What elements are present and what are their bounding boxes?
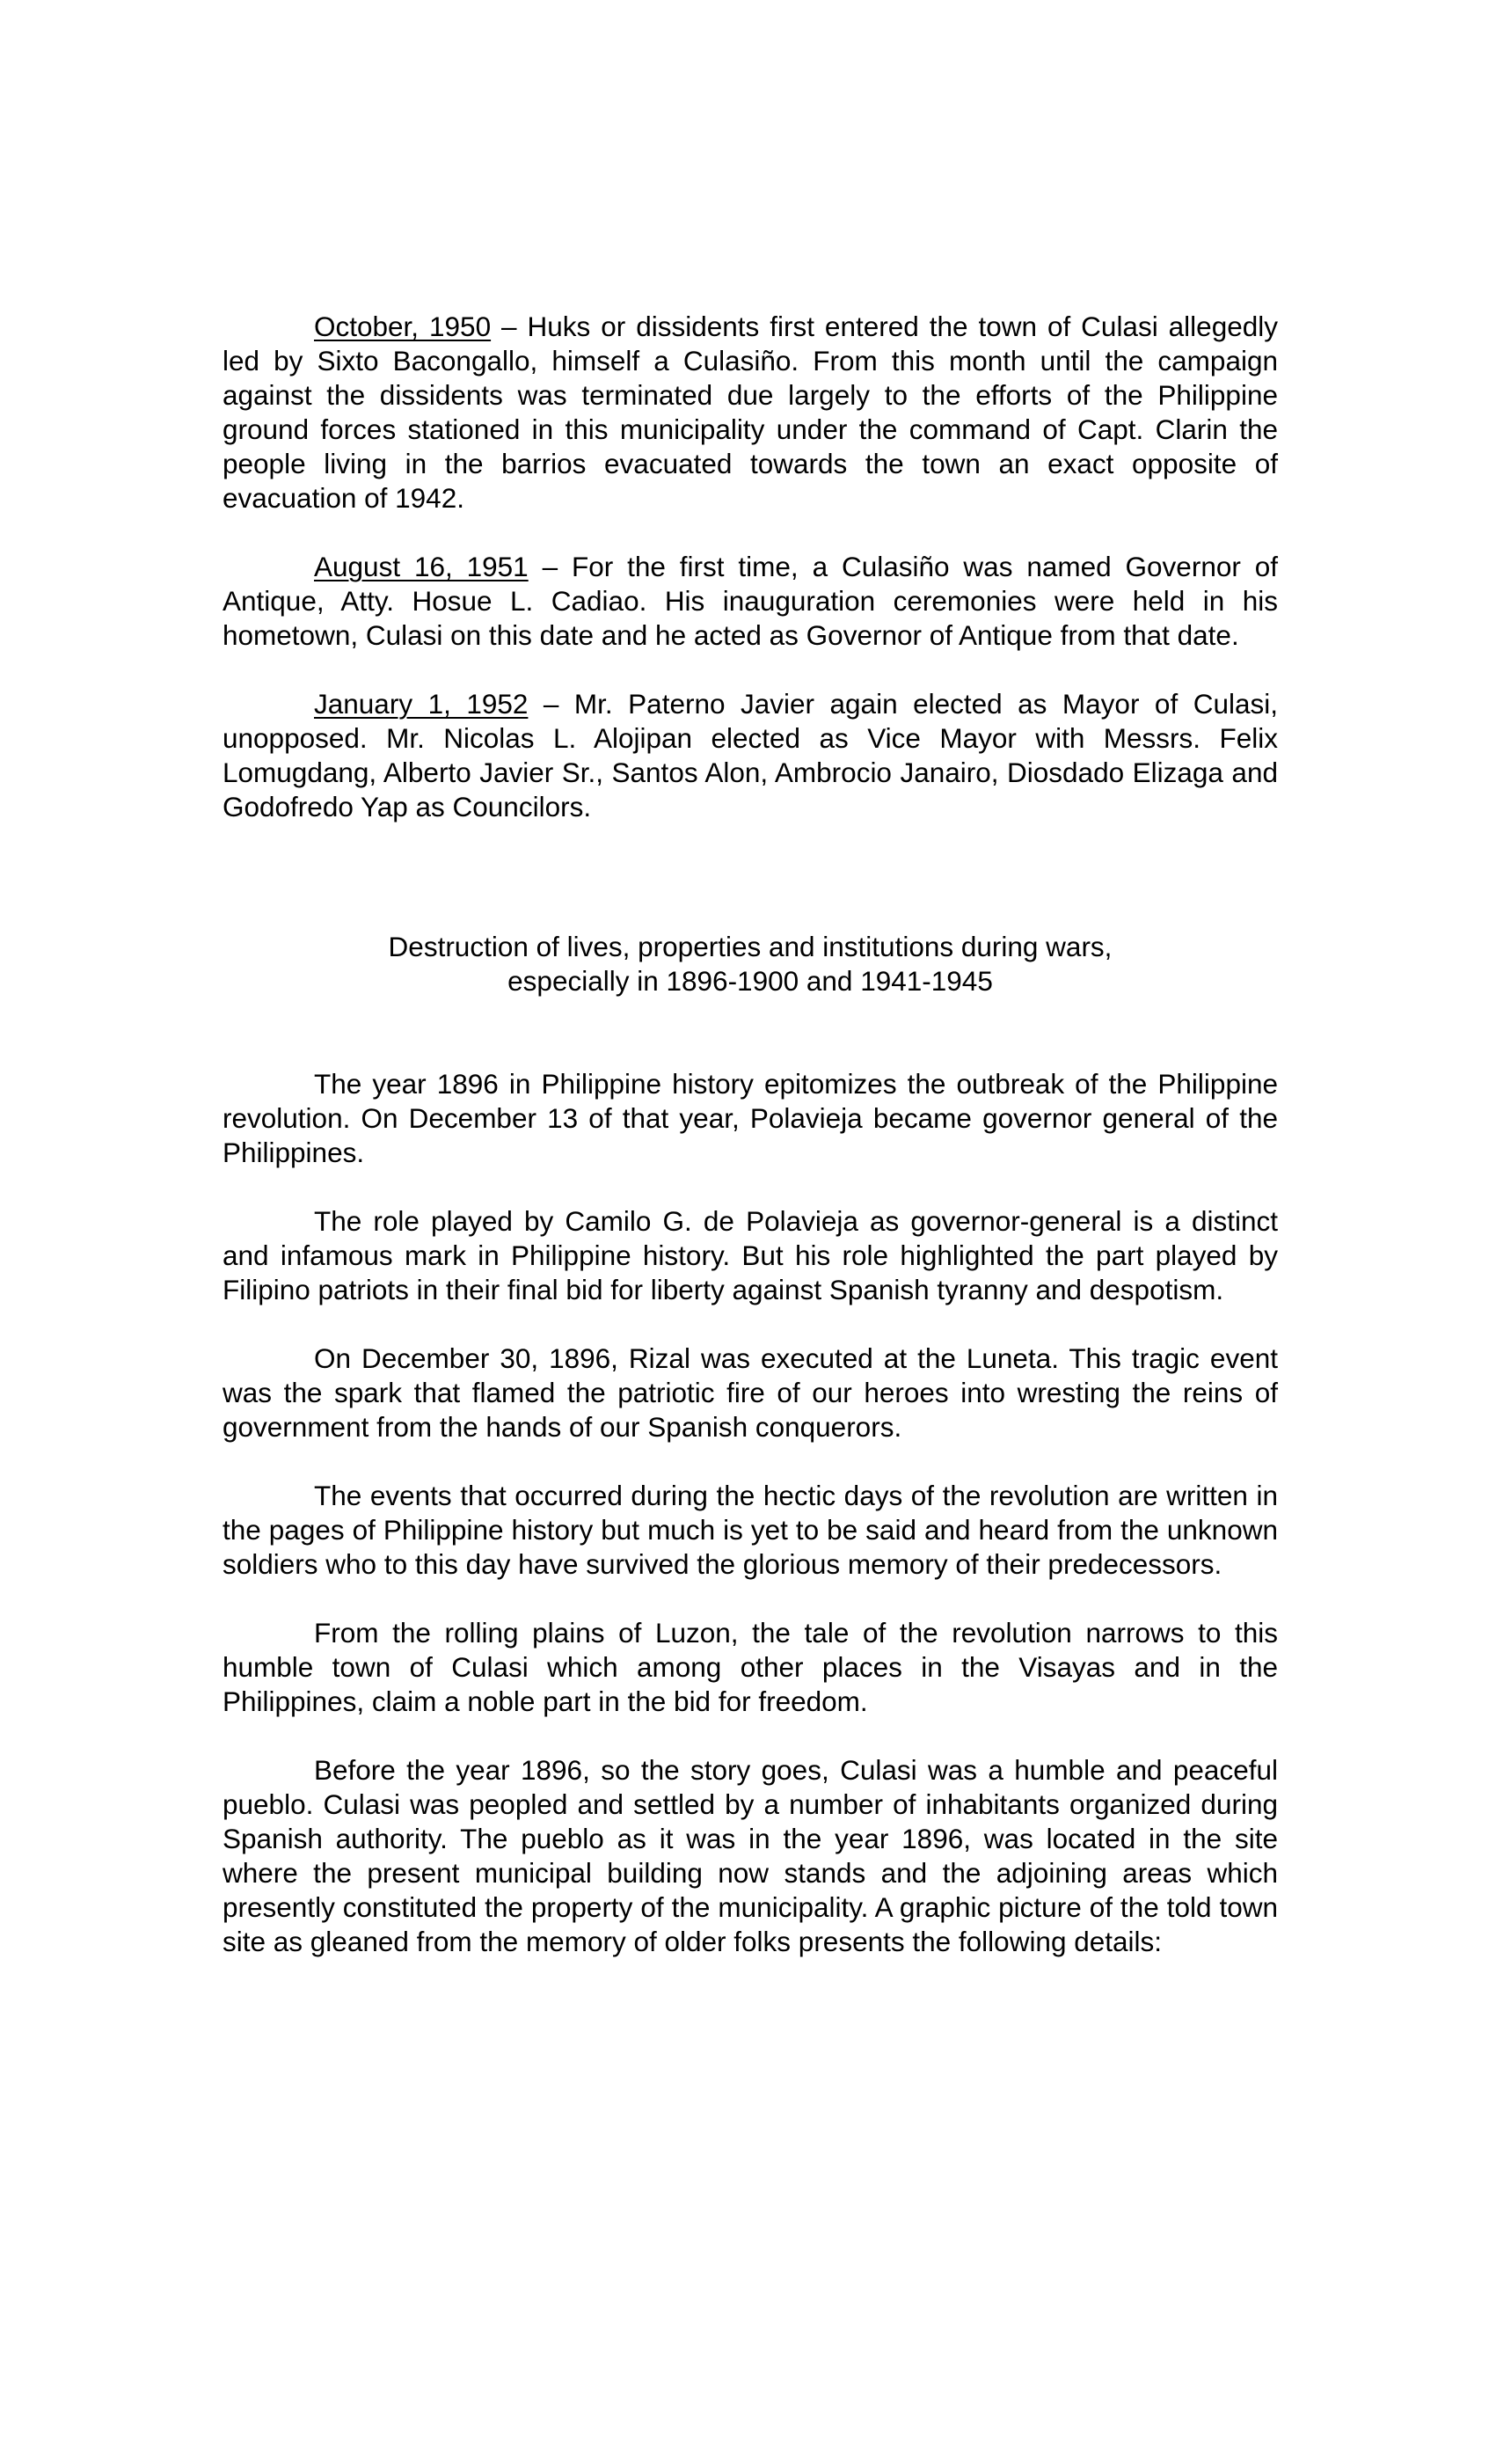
chronology-entry	[223, 310, 1278, 515]
entry-text: – For the first time, a Culasiño was named Governor of Antique, Atty. Hosue L. Cadiao. His inauguration ceremonies were held in his hometown, Culasi on this date and he acted as Governor of Antique from that date.	[223, 551, 1278, 651]
chronology-entry	[223, 550, 1278, 653]
entry-date: August 16, 1951	[314, 551, 529, 582]
section-heading-line-1: Destruction of lives, properties and institutions during wars,	[388, 931, 1113, 962]
body-paragraph: Before the year 1896, so the story goes, Culasi was a humble and peaceful pueblo. Culasi was peopled and settled by a number of inhabitants organized during Spanish authority. The pueblo as it was in the year 1896, was located in the site where the present municipal building now stands and the adjoining areas which presently constituted the property of the municipality. A graphic picture of the told town site as gleaned from the memory of older folks presents the following details:	[223, 1754, 1278, 1957]
body-paragraph: From the rolling plains of Luzon, the tale of the revolution narrows to this humble town of Culasi which among other places in the Visayas and in the Philippines, claim a noble part in the bid for freedom.	[223, 1617, 1278, 1717]
section-heading	[223, 930, 1278, 998]
entry-date: October, 1950	[314, 311, 492, 342]
entry-text: – Mr. Paterno Javier again elected as Mayor of Culasi, unopposed. Mr. Nicolas L. Alojipan elected as Vice Mayor with Messrs. Felix Lomugdang, Alberto Javier Sr., Santos Alon, Ambrocio Janairo, Diosdado Elizaga and Godofredo Yap as Councilors.	[223, 688, 1278, 823]
entry-date: January 1, 1952	[314, 688, 529, 720]
entry-text: – Huks or dissidents first entered the town of Culasi allegedly led by Sixto Bacongallo, himself a Culasiño. From this month until the campaign against the dissidents was terminated due largely to the efforts of the Philippine ground forces stationed in this municipality under the command of Capt. Clarin the people living in the barrios evacuated towards the town an exact opposite of evacuation of 1942.	[223, 311, 1278, 514]
body-paragraph: The role played by Camilo G. de Polavieja as governor-general is a distinct and infamous mark in Philippine history. But his role highlighted the part played by Filipino patriots in their final bid for liberty against Spanish tyranny and despotism.	[223, 1205, 1278, 1305]
document-page	[223, 310, 1278, 1993]
section-heading-line-2: especially in 1896-1900 and 1941-1945	[507, 965, 993, 997]
body-paragraph: The year 1896 in Philippine history epitomizes the outbreak of the Philippine revolution. On December 13 of that year, Polavieja became governor general of the Philippines.	[223, 1068, 1278, 1168]
body-paragraph: On December 30, 1896, Rizal was executed at the Luneta. This tragic event was the spark that flamed the patriotic fire of our heroes into wresting the reins of government from the hands of our Spanish conquerors.	[223, 1342, 1278, 1443]
body-paragraph: The events that occurred during the hectic days of the revolution are written in the pages of Philippine history but much is yet to be said and heard from the unknown soldiers who to this day have survived the glorious memory of their predecessors.	[223, 1480, 1278, 1580]
chronology-entry	[223, 687, 1278, 824]
